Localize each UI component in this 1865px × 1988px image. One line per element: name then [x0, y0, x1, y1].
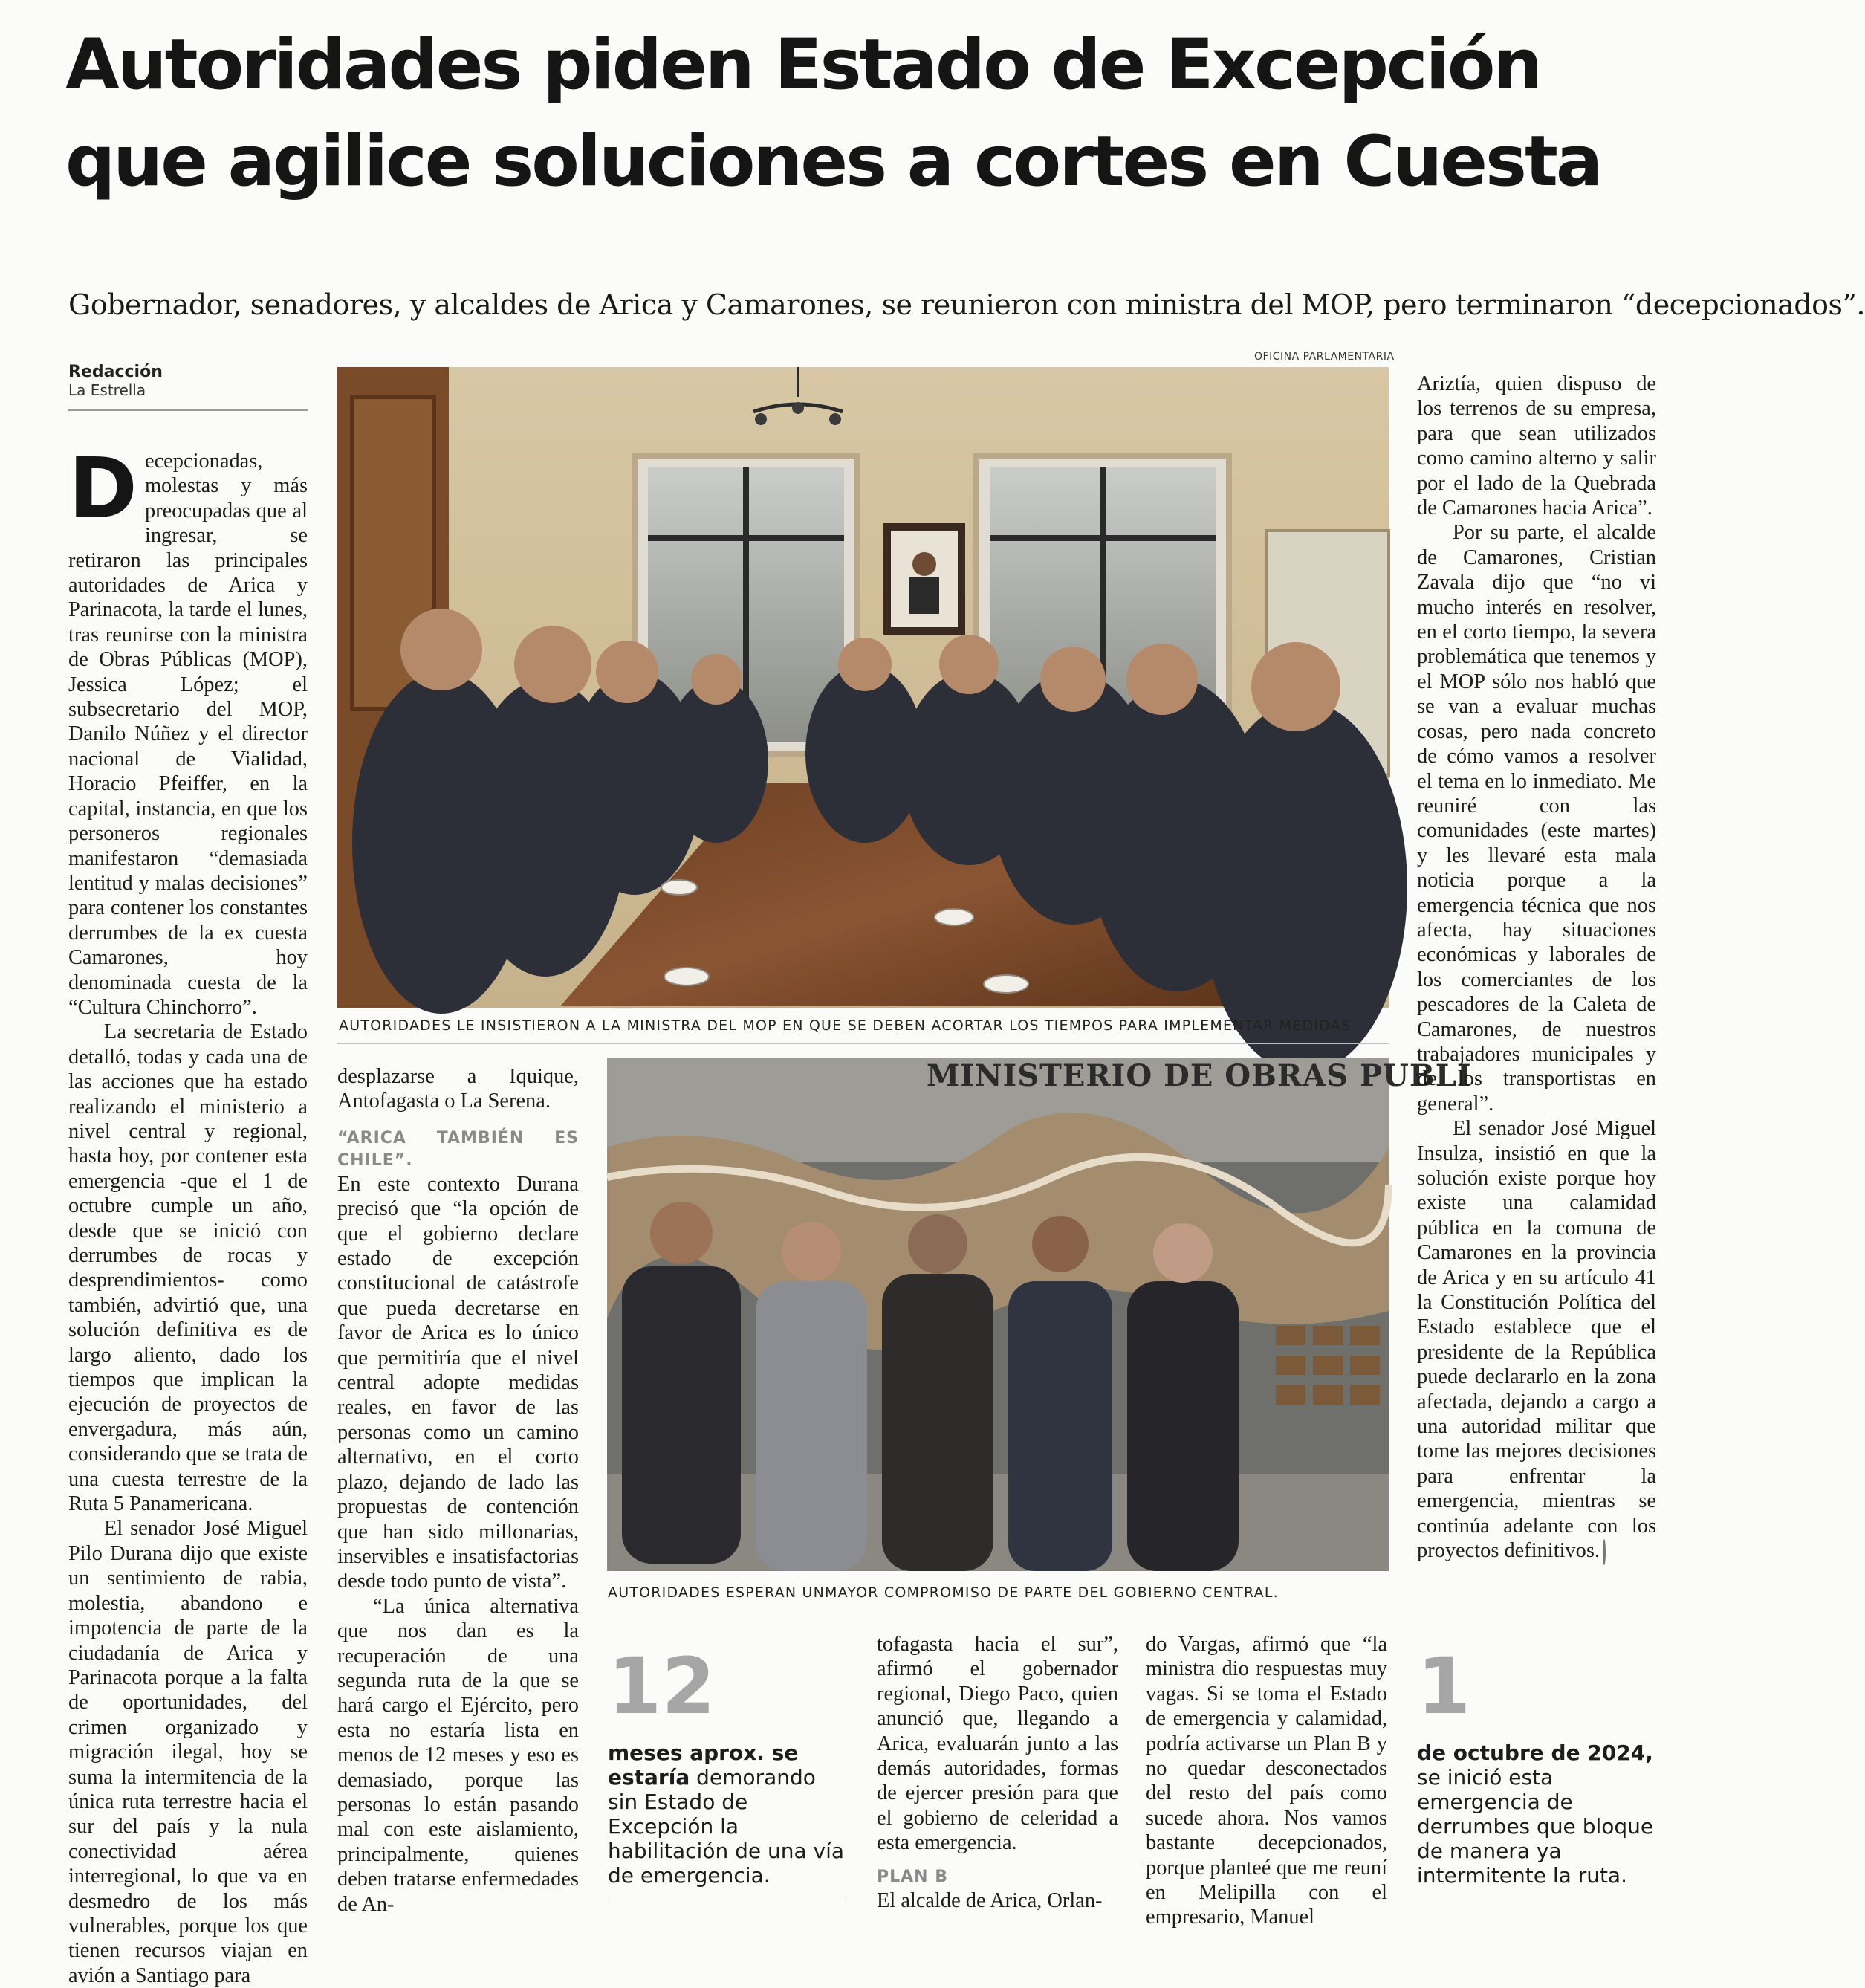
ministry-wall-sign: MINISTERIO DE OBRAS PUBLI [927, 1058, 1472, 1093]
stat2-body: se inició esta emergencia de derrumbes que bloque de manera ya intermitente la ruta. [1417, 1765, 1654, 1888]
col2-paragraph-2: “La única alternativa que nos dan es la recuperación de una segunda ruta de la que se hará cargo el Ejército, pero esta no estaría lista en menos de 12 meses y eso es demasiado, porque las personas lo están pasando mal con este aislamiento, principalmente, quienes deben tratarse enfermedades de An- [337, 1594, 579, 1916]
stat-box-2 [1417, 1641, 1656, 1897]
photo1-caption-rule [337, 1043, 1389, 1044]
stat-box-1 [608, 1641, 846, 1897]
byline [68, 363, 308, 411]
col5-p3-text: El senador José Miguel Insulza, insistió en que la solución existe porque hoy existe una calamidad pública en la comuna de Camarones en la provincia de Arica y en su artículo 41 la Constitución Política del Estado establece que el presidente de la República puede declararlo en la zona afectada, dejando a cargo a una autoridad militar que tome las mejores decisiones para enfrentar la emergencia, mientras se continúa adelante con los proyectos definitivos. [1417, 1117, 1656, 1563]
drop-cap: D [68, 441, 137, 537]
byline-rule [68, 409, 308, 411]
column-4 [1146, 1632, 1387, 1930]
col1-p1-text: ecepcionadas, molestas y más preocupadas que al ingresar, se retiraron las principales autoridades de Arica y Parinacota, la tarde el lunes, tras reunirse con la ministra de Obras Públicas (MOP), Jessica López; el subsecretario del MOP, Danilo Núñez y el director nacional de Vialidad, Horacio Pfeiffer, en la capital, instancia, en que los personeros regionales manifestaron “demasiada lentitud y malas decisiones” para contener los constantes derrumbes de la ex cuesta Camarones, hoy denominada cuesta de la “Cultura Chinchorro”. [68, 450, 308, 1019]
group-photo [607, 1058, 1472, 1571]
column-3 [877, 1632, 1118, 1913]
col2-paragraph-1: En este contexto Durana precisó que “la opción de que el gobierno declare estado de excepción constitucional de catástrofe que pueda decretarse en favor de Arica es lo único que permitiría que el nivel central adopte medidas reales, en favor de las personas como un camino alternativo, en el corto plazo, dejando de lado las propuestas de contención que han sido millonarias, inservibles e insatisfactorias desde todo punto de vista”. [337, 1172, 579, 1593]
col5-paragraph-3 [1417, 1116, 1656, 1564]
photo2-caption: AUTORIDADES ESPERAN UNMAYOR COMPROMISO DE PARTE DEL GOBIERNO CENTRAL. [608, 1584, 1279, 1601]
col1-paragraph-2: La secretaria de Estado detalló, todas y cada una de las acciones que ha estado realizando el ministerio a nivel central y regional, hasta hoy, por contener esta emergencia -que el 1 de octubre cumple un año, desde que se inició con derrumbes de rocas y desprendimientos- como también, advirtió que, una solución definitiva es de largo aliento, dado los tiempos que implican la ejecución de proyectos de envergadura, más aún, considerando que se trata de una cuesta terrestre de la Ruta 5 Panamericana. [68, 1020, 308, 1516]
col2-subhead: “ARICA TAMBIÉN ES CHILE”. [337, 1128, 579, 1170]
headline-line-2: que agilice soluciones a cortes en Cuesta [65, 121, 1601, 202]
deck: Gobernador, senadores, y alcaldes de Arica y Camarones, se reunieron con ministra del MOP, pero terminaron “decepcionados”. [68, 288, 1865, 321]
col1-paragraph-1 [68, 441, 308, 1020]
col1-paragraph-3: El senador José Miguel Pilo Durana dijo que existe un sentimiento de rabia, molestia, abandono e impotencia de parte de la ciudadanía de Arica y Parinacota porque a la falta de oportunidades, del crimen organizado y migración ilegal, hoy se suma la intermitencia de la única ruta terrestre hacia el sur del país y la nula conectividad aérea interregional, lo que va en desmedro de los más vulnerables, porque los que tienen recursos viajan en avión a Santiago para [68, 1517, 308, 1987]
stat1-number: 12 [608, 1641, 716, 1732]
stat2-number: 1 [1417, 1641, 1471, 1732]
stat2-text [1417, 1741, 1656, 1888]
byline-outlet: La Estrella [68, 381, 146, 399]
col3-subhead: PLAN B [877, 1867, 949, 1886]
col3-paragraph-1: tofagasta hacia el sur”, afirmó el gobernador regional, Diego Paco, quien anunció que, llegando a Arica, evaluarán junto a las demás autoridades, formas de ejercer presión para que el gobierno de celeridad a esta emergencia. [877, 1633, 1118, 1855]
column-5 [1417, 372, 1656, 1564]
meeting-photo-illustration [337, 367, 1389, 1008]
col5-paragraph-1: Ariztía, quien dispuso de los terrenos de su empresa, para que sean utilizados como camino alterno y salir por el lado de la Quebrada de Camarones hacia Arica”. [1417, 372, 1656, 520]
end-mark-icon [1603, 1539, 1606, 1565]
col5-paragraph-2: Por su parte, el alcalde de Camarones, Cristian Zavala dijo que “no vi mucho interés en resolver, en el corto tiempo, la severa problemática que tenemos y el MOP sólo nos habló que se van a evaluar muchas cosas, pero nada concreto de cómo vamos a resolver el tema en lo inmediato. Me reuniré con las comunidades (este martes) y les llevaré esta mala noticia porque a la emergencia técnica que nos afecta, hay situaciones económicas y laborales de los comerciantes de los pescadores de la Caleta de Camarones, de nuestros trabajadores municipales y de los transportistas en general”. [1417, 521, 1656, 1116]
col3-paragraph-2: El alcalde de Arica, Orlan- [877, 1888, 1103, 1912]
stat2-bold: de octubre de 2024, [1417, 1741, 1653, 1765]
col4-paragraph-1: do Vargas, afirmó que “la ministra dio respuestas muy vagas. Si se toma el Estado de emergencia y calamidad, podría activarse un Plan B y no quedar desconectados del resto del país como sucede ahora. Nos vamos bastante decepcionados, porque planteé que me reuní en Melipilla con el empresario, Manuel [1146, 1633, 1387, 1929]
byline-author: Redacción [68, 363, 163, 381]
photo1-caption: AUTORIDADES LE INSISTIERON A LA MINISTRA DEL MOP EN QUE SE DEBEN ACORTAR LOS TIEMPOS PARA IMPLEMENTAR MEDIDAS. [339, 1017, 1357, 1034]
photo1-credit: OFICINA PARLAMENTARIA [1254, 351, 1395, 363]
meeting-photo [337, 367, 1389, 1008]
stat1-text [608, 1741, 846, 1888]
group-photo-illustration [607, 1058, 1389, 1571]
stat1-bold: meses aprox. se estaría [608, 1741, 799, 1790]
col2-paragraph-0: desplazarse a Iquique, Antofagasta o La Serena. [337, 1065, 579, 1113]
column-1 [68, 441, 308, 1988]
column-2 [337, 1064, 579, 1917]
stat1-body: demorando sin Estado de Excepción la habilitación de una vía de emergencia. [608, 1765, 845, 1888]
headline-line-1: Autoridades piden Estado de Excepción [65, 25, 1541, 106]
